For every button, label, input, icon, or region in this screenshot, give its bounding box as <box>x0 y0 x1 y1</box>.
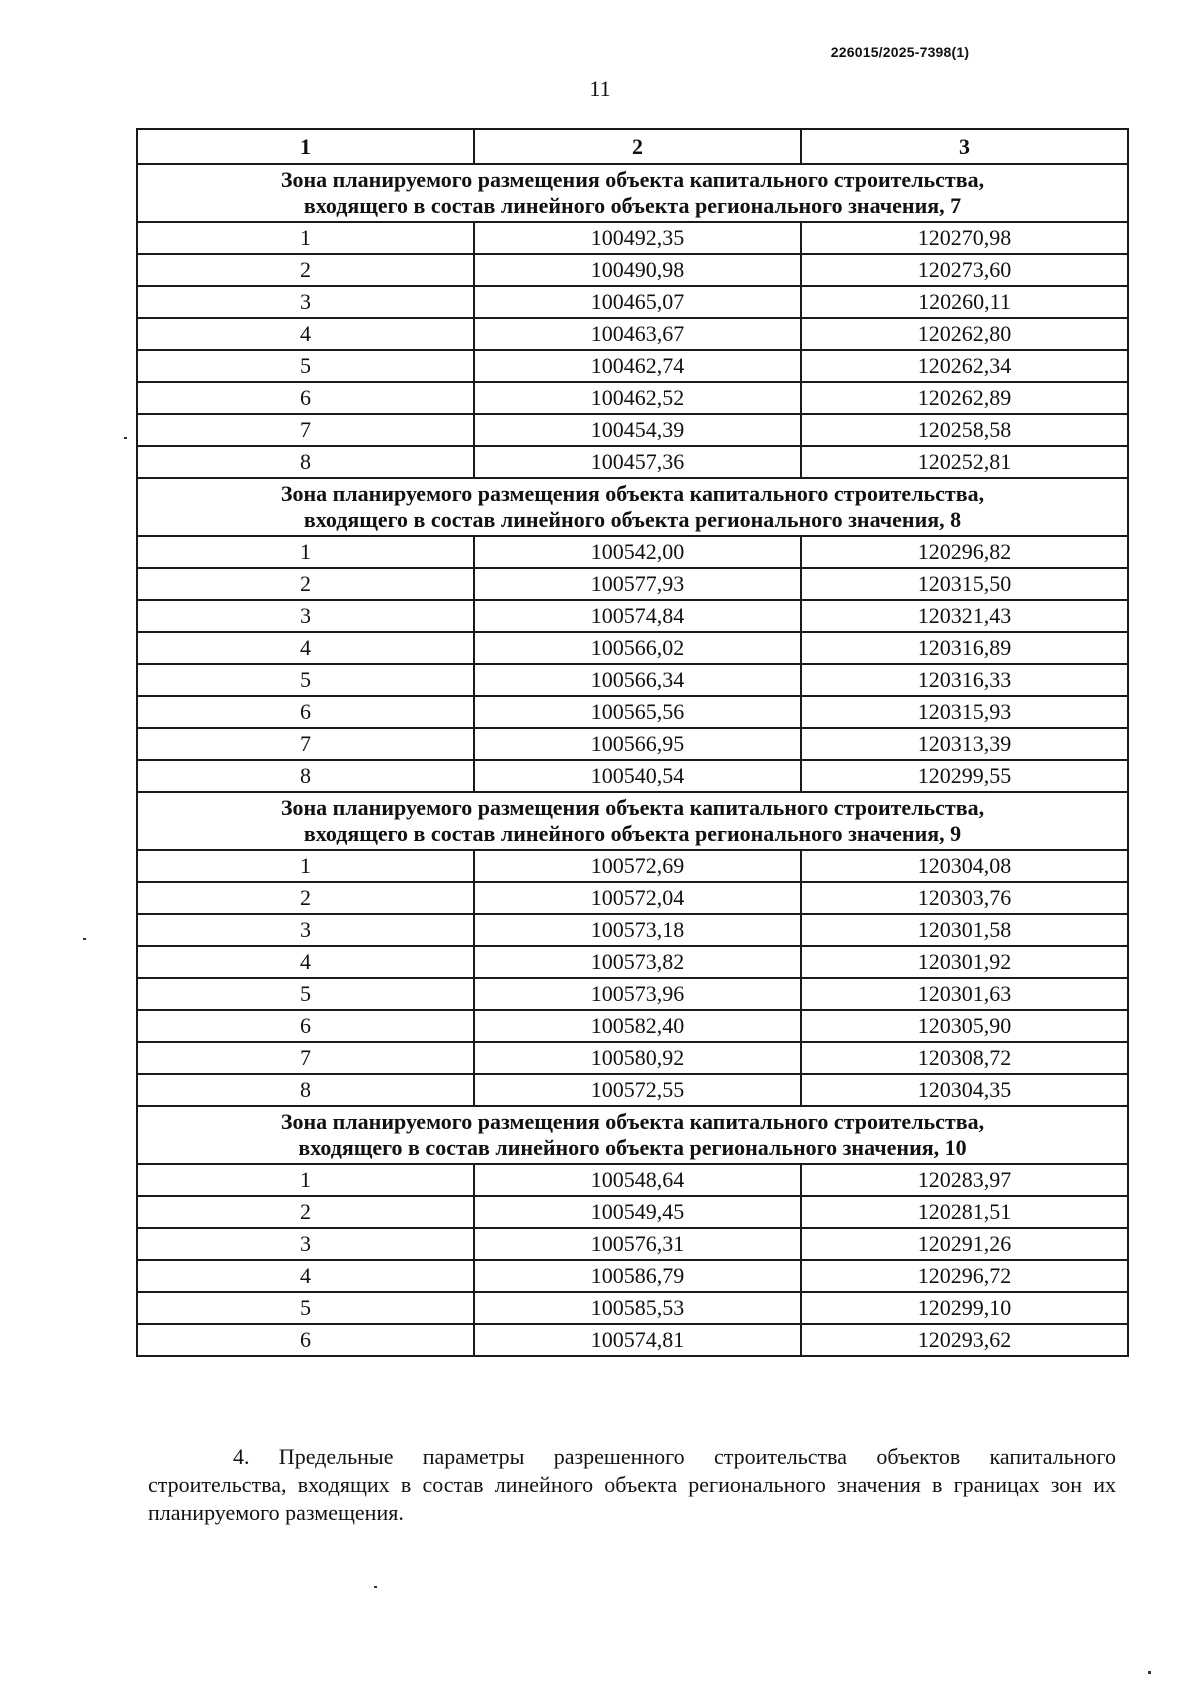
y-coordinate-cell: 120299,55 <box>801 760 1128 792</box>
scan-speck <box>374 1586 377 1588</box>
table-row <box>137 664 1128 696</box>
y-coordinate-cell: 120308,72 <box>801 1042 1128 1074</box>
table-row <box>137 1010 1128 1042</box>
x-coordinate-cell: 100565,56 <box>474 696 801 728</box>
zone-title-line: входящего в состав линейного объекта регионального значения, 9 <box>303 821 962 846</box>
point-number-cell: 3 <box>137 914 474 946</box>
page-number: 11 <box>589 76 611 101</box>
y-coordinate-cell: 120316,89 <box>801 632 1128 664</box>
x-coordinate-cell: 100572,69 <box>474 850 801 882</box>
y-coordinate-cell: 120270,98 <box>801 222 1128 254</box>
y-coordinate-cell: 120301,58 <box>801 914 1128 946</box>
zone-title-row <box>137 792 1128 850</box>
point-number-cell: 3 <box>137 1228 474 1260</box>
point-number-cell: 6 <box>137 1324 474 1356</box>
table-row <box>137 1164 1128 1196</box>
x-coordinate-cell: 100457,36 <box>474 446 801 478</box>
y-coordinate-cell: 120262,80 <box>801 318 1128 350</box>
point-number-cell: 5 <box>137 664 474 696</box>
table-row <box>137 568 1128 600</box>
x-coordinate-cell: 100572,04 <box>474 882 801 914</box>
point-number-cell: 1 <box>137 1164 474 1196</box>
paragraph-text: 4. Предельные параметры разрешенного строительства объектов капитального строительства, входящих в состав линейного объекта регионального значения в границах зон их планируемого размещения. <box>148 1444 1116 1525</box>
point-number-cell: 4 <box>137 946 474 978</box>
table-row <box>137 1292 1128 1324</box>
table-row <box>137 1228 1128 1260</box>
y-coordinate-cell: 120303,76 <box>801 882 1128 914</box>
x-coordinate-cell: 100580,92 <box>474 1042 801 1074</box>
x-coordinate-cell: 100582,40 <box>474 1010 801 1042</box>
zone-title <box>137 792 1128 850</box>
zone-title-line: Зона планируемого размещения объекта капитального строительства, <box>280 1109 985 1134</box>
zone-title-row <box>137 478 1128 536</box>
x-coordinate-cell: 100492,35 <box>474 222 801 254</box>
document-id: 226015/2025-7398(1) <box>830 44 970 60</box>
x-coordinate-cell: 100574,81 <box>474 1324 801 1356</box>
point-number-cell: 4 <box>137 318 474 350</box>
x-coordinate-cell: 100573,18 <box>474 914 801 946</box>
point-number-cell: 3 <box>137 286 474 318</box>
table-row <box>137 696 1128 728</box>
table-row <box>137 882 1128 914</box>
table-row <box>137 254 1128 286</box>
zone-title-line: входящего в состав линейного объекта регионального значения, 10 <box>298 1135 967 1160</box>
y-coordinate-cell: 120252,81 <box>801 446 1128 478</box>
y-coordinate-cell: 120315,50 <box>801 568 1128 600</box>
y-coordinate-cell: 120321,43 <box>801 600 1128 632</box>
coordinates-table <box>136 128 1129 1357</box>
y-coordinate-cell: 120301,92 <box>801 946 1128 978</box>
point-number-cell: 4 <box>137 632 474 664</box>
y-coordinate-cell: 120305,90 <box>801 1010 1128 1042</box>
column-header: 1 <box>137 129 474 164</box>
point-number-cell: 6 <box>137 696 474 728</box>
x-coordinate-cell: 100549,45 <box>474 1196 801 1228</box>
point-number-cell: 1 <box>137 222 474 254</box>
y-coordinate-cell: 120283,97 <box>801 1164 1128 1196</box>
table-row <box>137 318 1128 350</box>
table-row <box>137 728 1128 760</box>
column-header: 2 <box>474 129 801 164</box>
point-number-cell: 5 <box>137 978 474 1010</box>
y-coordinate-cell: 120316,33 <box>801 664 1128 696</box>
y-coordinate-cell: 120273,60 <box>801 254 1128 286</box>
x-coordinate-cell: 100573,82 <box>474 946 801 978</box>
x-coordinate-cell: 100566,95 <box>474 728 801 760</box>
table-row <box>137 446 1128 478</box>
y-coordinate-cell: 120293,62 <box>801 1324 1128 1356</box>
table-row <box>137 286 1128 318</box>
point-number-cell: 7 <box>137 414 474 446</box>
x-coordinate-cell: 100585,53 <box>474 1292 801 1324</box>
y-coordinate-cell: 120258,58 <box>801 414 1128 446</box>
x-coordinate-cell: 100572,55 <box>474 1074 801 1106</box>
table-header-row <box>137 129 1128 164</box>
zone-title-line: входящего в состав линейного объекта регионального значения, 7 <box>303 193 962 218</box>
point-number-cell: 8 <box>137 1074 474 1106</box>
x-coordinate-cell: 100576,31 <box>474 1228 801 1260</box>
point-number-cell: 4 <box>137 1260 474 1292</box>
x-coordinate-cell: 100574,84 <box>474 600 801 632</box>
x-coordinate-cell: 100462,52 <box>474 382 801 414</box>
table-row <box>137 850 1128 882</box>
x-coordinate-cell: 100454,39 <box>474 414 801 446</box>
point-number-cell: 5 <box>137 1292 474 1324</box>
point-number-cell: 7 <box>137 728 474 760</box>
table-row <box>137 350 1128 382</box>
y-coordinate-cell: 120299,10 <box>801 1292 1128 1324</box>
point-number-cell: 2 <box>137 882 474 914</box>
table-row <box>137 760 1128 792</box>
zone-title <box>137 164 1128 222</box>
x-coordinate-cell: 100540,54 <box>474 760 801 792</box>
x-coordinate-cell: 100542,00 <box>474 536 801 568</box>
x-coordinate-cell: 100465,07 <box>474 286 801 318</box>
y-coordinate-cell: 120313,39 <box>801 728 1128 760</box>
point-number-cell: 3 <box>137 600 474 632</box>
x-coordinate-cell: 100566,02 <box>474 632 801 664</box>
x-coordinate-cell: 100573,96 <box>474 978 801 1010</box>
zone-title-line: Зона планируемого размещения объекта капитального строительства, <box>280 795 985 820</box>
y-coordinate-cell: 120304,08 <box>801 850 1128 882</box>
y-coordinate-cell: 120296,72 <box>801 1260 1128 1292</box>
y-coordinate-cell: 120262,89 <box>801 382 1128 414</box>
x-coordinate-cell: 100577,93 <box>474 568 801 600</box>
x-coordinate-cell: 100462,74 <box>474 350 801 382</box>
y-coordinate-cell: 120260,11 <box>801 286 1128 318</box>
table-row <box>137 222 1128 254</box>
x-coordinate-cell: 100490,98 <box>474 254 801 286</box>
point-number-cell: 5 <box>137 350 474 382</box>
zone-title-line: Зона планируемого размещения объекта капитального строительства, <box>280 481 985 506</box>
table-row <box>137 632 1128 664</box>
point-number-cell: 6 <box>137 1010 474 1042</box>
table-row <box>137 382 1128 414</box>
zone-title <box>137 1106 1128 1164</box>
zone-title-row <box>137 164 1128 222</box>
x-coordinate-cell: 100586,79 <box>474 1260 801 1292</box>
scan-speck <box>83 938 86 940</box>
table-row <box>137 1260 1128 1292</box>
zone-title <box>137 478 1128 536</box>
table-row <box>137 978 1128 1010</box>
table-row <box>137 1196 1128 1228</box>
table-row <box>137 914 1128 946</box>
point-number-cell: 6 <box>137 382 474 414</box>
y-coordinate-cell: 120315,93 <box>801 696 1128 728</box>
point-number-cell: 2 <box>137 254 474 286</box>
table-row <box>137 536 1128 568</box>
y-coordinate-cell: 120304,35 <box>801 1074 1128 1106</box>
x-coordinate-cell: 100548,64 <box>474 1164 801 1196</box>
scan-speck <box>124 437 127 439</box>
point-number-cell: 7 <box>137 1042 474 1074</box>
zone-title-line: Зона планируемого размещения объекта капитального строительства, <box>280 167 985 192</box>
paragraph-note <box>148 1443 1116 1527</box>
table-row <box>137 946 1128 978</box>
point-number-cell: 1 <box>137 536 474 568</box>
point-number-cell: 8 <box>137 760 474 792</box>
y-coordinate-cell: 120291,26 <box>801 1228 1128 1260</box>
point-number-cell: 2 <box>137 568 474 600</box>
y-coordinate-cell: 120262,34 <box>801 350 1128 382</box>
y-coordinate-cell: 120296,82 <box>801 536 1128 568</box>
zone-title-row <box>137 1106 1128 1164</box>
x-coordinate-cell: 100566,34 <box>474 664 801 696</box>
point-number-cell: 1 <box>137 850 474 882</box>
x-coordinate-cell: 100463,67 <box>474 318 801 350</box>
table-row <box>137 1074 1128 1106</box>
zone-title-line: входящего в состав линейного объекта регионального значения, 8 <box>303 507 962 532</box>
scan-speck <box>1148 1671 1151 1674</box>
column-header: 3 <box>801 129 1128 164</box>
y-coordinate-cell: 120301,63 <box>801 978 1128 1010</box>
table-row <box>137 1324 1128 1356</box>
point-number-cell: 8 <box>137 446 474 478</box>
table-row <box>137 414 1128 446</box>
y-coordinate-cell: 120281,51 <box>801 1196 1128 1228</box>
table-row <box>137 600 1128 632</box>
table-row <box>137 1042 1128 1074</box>
point-number-cell: 2 <box>137 1196 474 1228</box>
